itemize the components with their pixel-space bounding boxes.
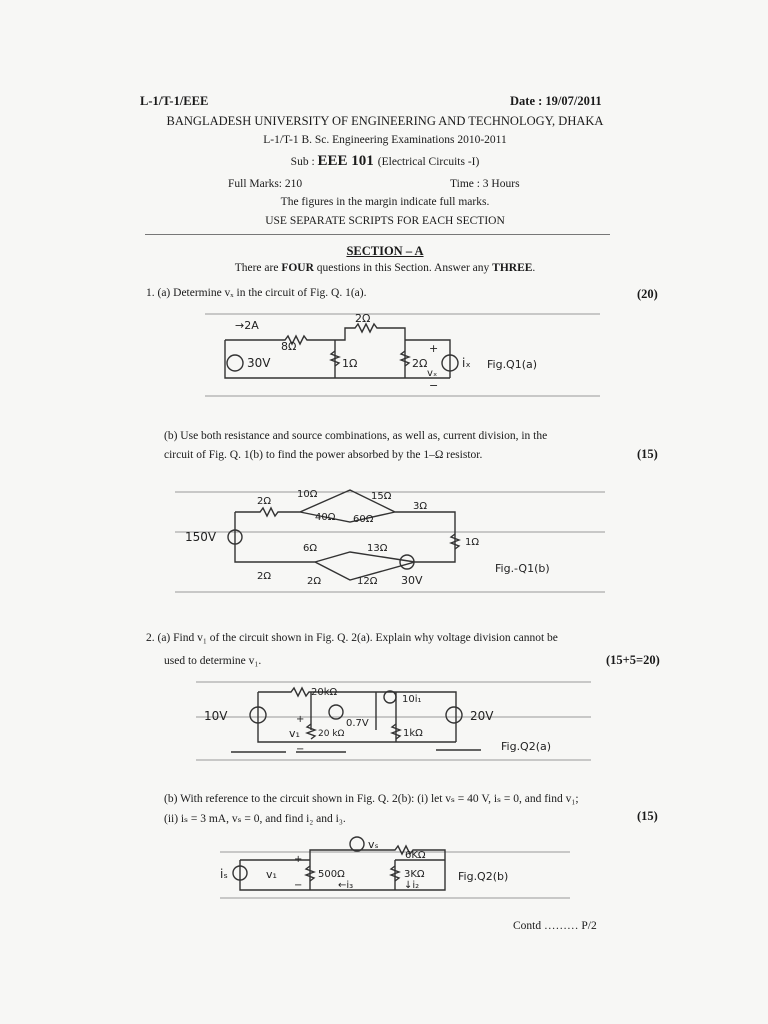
fig1a-r2: 2Ω (412, 357, 428, 370)
q2a-text-line2: used to determine v₁. (164, 655, 262, 667)
fig2a-r1k: 1kΩ (403, 728, 423, 739)
q2a-marks: (15+5=20) (606, 653, 660, 667)
course-code: EEE 101 (317, 153, 374, 169)
q2a-text-line1: 2. (a) Find v₁ of the circuit shown in Fig. Q. 2(a). Explain why voltage division cannot be (146, 632, 558, 644)
fig2b-r500: 500Ω (318, 869, 345, 880)
fig1a-label: Fig.Q1(a) (487, 358, 538, 371)
fig1a-current-2a: →2A (235, 319, 259, 332)
instruction-mid: questions in this Section. Answer any (313, 262, 493, 274)
fig2a-dep-source: 10i₁ (402, 694, 422, 705)
subject-prefix: Sub : (290, 156, 318, 168)
q2b-marks: (15) (637, 809, 658, 823)
q1b-text-line2: circuit of Fig. Q. 1(b) to find the power absorbed by the 1–Ω resistor. (164, 449, 483, 461)
separate-scripts-note: USE SEPARATE SCRIPTS FOR EACH SECTION (265, 215, 505, 227)
fig1b-r2c: 2Ω (307, 576, 322, 587)
fig1a-plus: + (429, 342, 439, 355)
fig1b-label: Fig.-Q1(b) (495, 562, 550, 575)
instruction-three: THREE (492, 262, 533, 274)
q2b-text-line1: (b) With reference to the circuit shown in Fig. Q. 2(b): (i) let vₛ = 40 V, iₛ = 0, and find v₁; (164, 793, 579, 805)
course-title: (Electrical Circuits -I) (377, 156, 480, 168)
margin-note: The figures in the margin indicate full marks. (280, 196, 490, 208)
fig2b-r3k: 3KΩ (404, 869, 425, 880)
full-marks: Full Marks: 210 (228, 178, 303, 190)
fig1a-r2-top: 2Ω (355, 312, 371, 325)
fig1b-r40: 40Ω (315, 512, 336, 523)
fig2a-r20k: 20kΩ (311, 687, 338, 698)
fig1b-r2a: 2Ω (257, 496, 272, 507)
fig2a-source-07v: 0.7V (346, 718, 369, 729)
exam-name: L-1/T-1 B. Sc. Engineering Examinations 2010-2011 (263, 134, 507, 146)
fig1b-source-30v: 30V (401, 574, 423, 587)
fig1a-source-30v: 30V (247, 356, 271, 370)
instruction-four: FOUR (281, 262, 314, 274)
fig1b-r15: 15Ω (371, 491, 392, 502)
q2b-text-line2: (ii) iₛ = 3 mA, vₛ = 0, and find i₂ and i₃. (164, 813, 346, 825)
fig1b-r13: 13Ω (367, 543, 388, 554)
continued-note: Contd ……… P/2 (513, 920, 597, 932)
fig1b-r60: 60Ω (353, 514, 374, 525)
fig2b-minus: − (294, 880, 303, 891)
q1a-text: 1. (a) Determine vₓ in the circuit of Fig. Q. 1(a). (146, 287, 367, 299)
fig2b-r6k: 6KΩ (405, 850, 426, 861)
fig1b-r12: 12Ω (357, 576, 378, 587)
fig1b-r1: 1Ω (465, 537, 480, 548)
section-title: SECTION – A (346, 244, 424, 258)
exam-code: L-1/T-1/EEE (140, 94, 209, 108)
fig1b-r2b: 2Ω (257, 571, 272, 582)
fig2a-r20k-b: 20 kΩ (318, 729, 345, 739)
fig1b-r3: 3Ω (413, 501, 428, 512)
fig1b-r6: 6Ω (303, 543, 318, 554)
q1a-marks: (20) (637, 287, 658, 301)
instruction-pre: There are (234, 262, 282, 274)
fig1a-vx: vₓ (427, 368, 438, 379)
fig1b-r10: 10Ω (297, 489, 318, 500)
fig2a-v1: v₁ (289, 727, 300, 740)
fig-q2b-circuit (220, 830, 580, 906)
fig2a-label: Fig.Q2(a) (501, 740, 552, 753)
university-name: BANGLADESH UNIVERSITY OF ENGINEERING AND TECHNOLOGY, DHAKA (166, 114, 604, 128)
fig2a-minus: − (296, 744, 305, 755)
fig-q2a-circuit (196, 672, 596, 768)
fig2b-is: iₛ (220, 867, 228, 881)
fig1a-r1: 1Ω (342, 357, 358, 370)
fig2a-source-10v: 10V (204, 709, 228, 723)
fig2a-plus: + (296, 714, 305, 725)
fig-q1b-circuit (175, 482, 610, 600)
fig1a-ix: iₓ (462, 356, 471, 370)
section-instruction (140, 262, 630, 274)
fig2b-i3: ←i₃ (338, 880, 354, 891)
q1b-marks: (15) (637, 447, 658, 461)
fig2b-v1: v₁ (266, 868, 277, 881)
fig1a-r8: 8Ω (281, 340, 297, 353)
fig2b-plus: + (294, 854, 303, 865)
fig1a-minus: − (429, 379, 439, 392)
fig-q1a-circuit (205, 306, 605, 406)
subject-line (140, 152, 630, 170)
header-divider (145, 234, 610, 235)
fig1b-source-150v: 150V (185, 530, 217, 544)
instruction-end: . (532, 262, 536, 274)
exam-time: Time : 3 Hours (450, 178, 520, 190)
exam-date: Date : 19/07/2011 (510, 94, 602, 108)
fig2b-vs: vₛ (368, 838, 379, 851)
fig2a-source-20v: 20V (470, 709, 494, 723)
fig2b-label: Fig.Q2(b) (458, 870, 509, 883)
q1b-text-line1: (b) Use both resistance and source combinations, as well as, current division, in the (164, 430, 548, 442)
fig2b-i2: ↓i₂ (404, 880, 420, 891)
